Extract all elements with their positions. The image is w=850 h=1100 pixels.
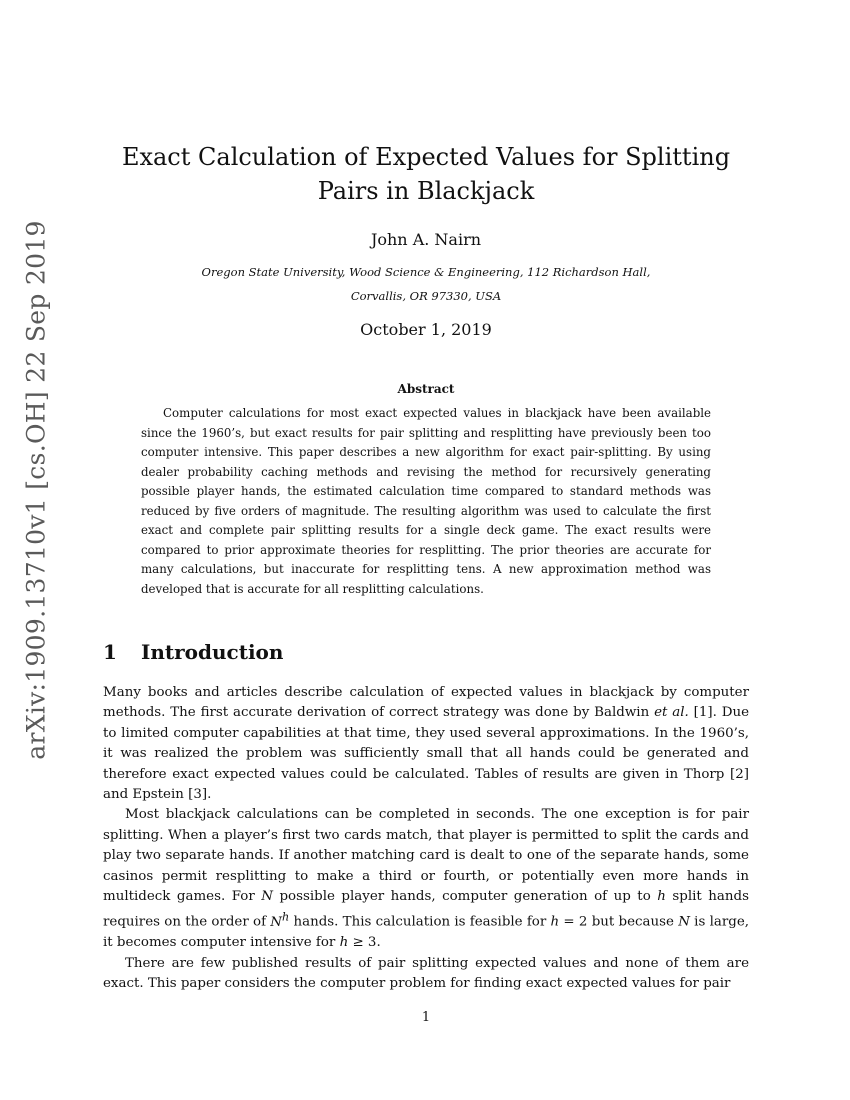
affiliation-line-1: Oregon State University, Wood Science & Engineering, 112 Richardson Hall, (201, 265, 651, 279)
et-al-text: et al. (654, 705, 689, 721)
intro-paragraph-2: Most blackjack calculations can be completed in seconds. The one exception is for pair splitting. When a player’s first two cards match, that player is permitted to split the cards and play two separate hands. If another matching card is dealt to one of the separate hands, some casinos permit resplitting to make a third or fourth, or potentially even more hands in multideck games. For N possible player hands, computer generation of up to h split hands requires on the order of $N^h$ hands. This calculation is feasible for h = 2 but because N is large, it becomes computer intensive for h ≥ 3. (103, 807, 749, 951)
math-var-N: N (261, 889, 273, 905)
paper-title: Exact Calculation of Expected Values for Splitting Pairs in Blackjack (121, 143, 731, 205)
intro-paragraph-1: Many books and articles describe calculation of expected values in blackjack by computer methods. The first accurate derivation of correct strategy was done by Baldwin et al. [1]. Due to limited computer capabilities at that time, they used several approximations. In the 1960’s, it was realized the problem was sufficiently small that all hands could be generated and therefore exact expected values could be calculated. Tables of results are given in Thorp [2] and Epstein [3]. (103, 685, 749, 803)
math-N-power-h: $N^h$ (270, 910, 290, 930)
paper-date: October 1, 2019 (360, 320, 492, 339)
abstract-body: Computer calculations for most exact expected values in blackjack have been available since the 1960’s, but exact results for pair splitting and resplitting have previously been too computer intensive. This paper describes a new algorithm for exact pair-splitting. By using dealer probability caching methods and revising the method for recursively generating possible player hands, the estimated calculation time compared to standard methods was reduced by five orders of magnitude. The resulting algorithm was used to calculate the first exact and complete pair splitting results for a single deck game. The exact results were compared to prior approximate theories for resplitting. The prior theories are accurate for many calculations, but inaccurate for resplitting tens. A new approximation method was developed that is accurate for all resplitting calculations. (141, 406, 711, 596)
paper-author: John A. Nairn (370, 230, 482, 249)
section-number: 1 (103, 640, 117, 664)
affiliation-line-2: Corvallis, OR 97330, USA (350, 289, 502, 303)
intro-paragraph-3: There are few published results of pair splitting expected values and none of them are exact. This paper considers the computer problem for finding exact expected values for pair (103, 955, 749, 992)
math-var-N: N (678, 914, 690, 930)
paper-affiliation (103, 260, 749, 308)
math-var-h: h (339, 935, 349, 951)
arxiv-sidebar (16, 220, 56, 760)
page-number: 1 (421, 1010, 431, 1025)
section-title: Introduction (141, 640, 284, 664)
section-heading-introduction (103, 640, 283, 664)
introduction-body (103, 683, 749, 995)
math-var-h: h (550, 914, 560, 930)
arxiv-identifier: arXiv:1909.13710v1 [cs.OH] 22 Sep 2019 (21, 220, 51, 760)
math-var-h: h (657, 889, 666, 905)
abstract-heading: Abstract (397, 382, 455, 396)
